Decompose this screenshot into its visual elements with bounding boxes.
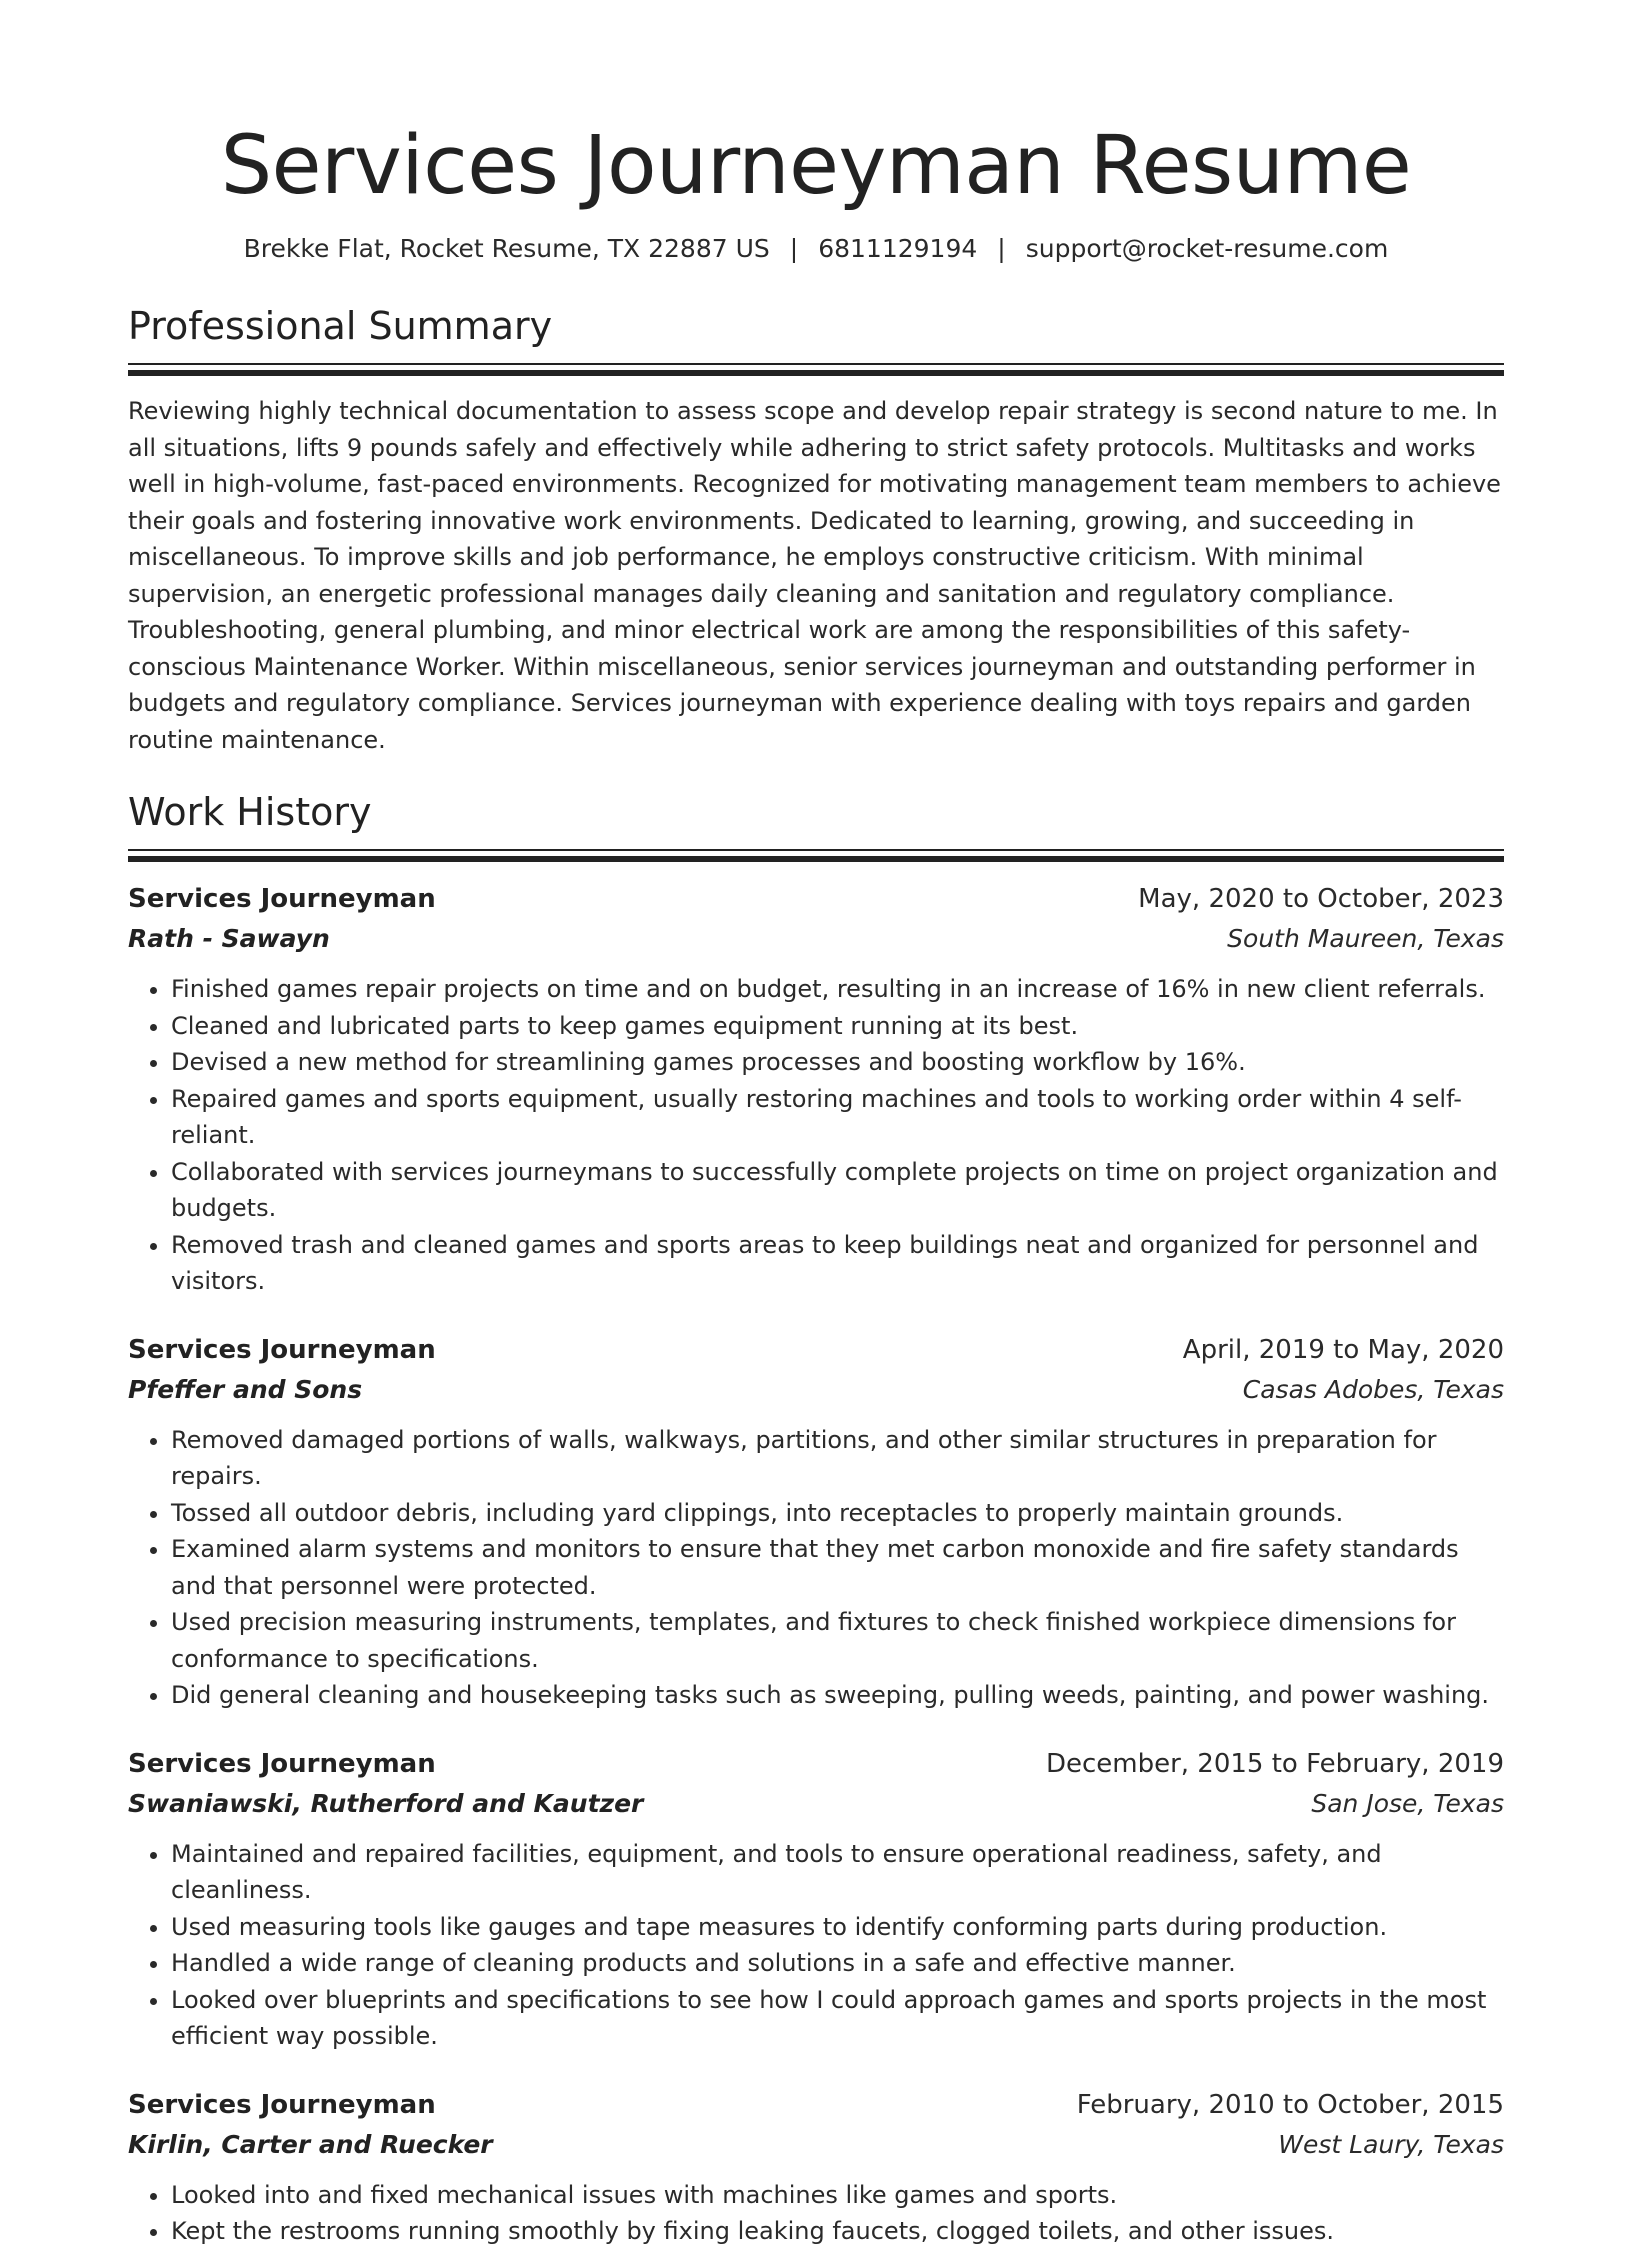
work-history-section — [128, 788, 1504, 2250]
job-bullet: • Did general cleaning and housekeeping tasks such as sweeping, pulling weeds, painting, and power washing. — [171, 1677, 1504, 1714]
job-bullet: • Maintained and repaired facilities, equipment, and tools to ensure operational readiness, safety, and cleanliness. — [171, 1836, 1504, 1909]
professional-summary-section — [128, 302, 1504, 758]
job-dates: April, 2019 to May, 2020 — [1182, 1334, 1504, 1365]
job-bullet: • Finished games repair projects on time and on budget, resulting in an increase of 16% in new client referrals. — [171, 971, 1504, 1008]
job-company: Pfeffer and Sons — [128, 1374, 363, 1404]
job-title: Services Journeyman — [128, 2089, 436, 2120]
job-location: Casas Adobes, Texas — [1242, 1374, 1504, 1404]
section-divider — [128, 849, 1504, 865]
job-bullet: • Looked over blueprints and specifications to see how I could approach games and sports projects in the most efficient way possible. — [171, 1982, 1504, 2055]
job-bullet: • Kept the restrooms running smoothly by fixing leaking faucets, clogged toilets, and other issues. — [171, 2213, 1504, 2250]
job-subheader — [128, 1784, 1504, 1824]
job-title: Services Journeyman — [128, 884, 436, 914]
job-bullet: • Repaired games and sports equipment, usually restoring machines and tools to working order within 4 self-reliant. — [171, 1081, 1504, 1154]
job-bullets — [128, 2177, 1504, 2250]
contact-separator: | — [789, 234, 799, 263]
job-bullet: • Examined alarm systems and monitors to ensure that they met carbon monoxide and fire safety standards and that personnel were protected. — [171, 1531, 1504, 1604]
job-company: Kirlin, Carter and Ruecker — [128, 2129, 493, 2159]
job-entry — [128, 2085, 1504, 2250]
job-company: Rath - Sawayn — [128, 924, 330, 953]
job-bullets — [128, 971, 1504, 1300]
job-subheader — [128, 1370, 1504, 1410]
job-subheader — [128, 2125, 1504, 2165]
section-heading-work-history: Work History — [128, 790, 372, 834]
job-bullet: • Removed damaged portions of walls, walkways, partitions, and other similar structures in preparation for repairs. — [171, 1422, 1504, 1495]
contact-email[interactable]: support@rocket-resume.com — [1025, 234, 1389, 263]
job-bullet: • Collaborated with services journeymans to successfully complete projects on time on project organization and budgets. — [171, 1154, 1504, 1227]
job-location: South Maureen, Texas — [1227, 924, 1504, 953]
job-bullet: • Used precision measuring instruments, templates, and fixtures to check finished workpiece dimensions for conformance to specifications. — [171, 1604, 1504, 1677]
job-bullets — [128, 1836, 1504, 2055]
job-bullets — [128, 1422, 1504, 1714]
job-bullet: • Devised a new method for streamlining games processes and boosting workflow by 16%. — [171, 1044, 1504, 1081]
job-entry — [128, 879, 1504, 1300]
job-header — [128, 1744, 1504, 1784]
job-location: San Jose, Texas — [1311, 1788, 1504, 1818]
job-location: West Laury, Texas — [1278, 2129, 1504, 2159]
summary-text: Reviewing highly technical documentation to assess scope and develop repair strategy is second nature to me. In all situations, lifts 9 pounds safely and effectively while adhering to strict safety protocols. Multitasks and works well in high-volume, fast-paced environments. Recognized for motivating management team members to achieve their goals and fostering innovative work environments. Dedicated to learning, growing, and succeeding in miscellaneous. To improve skills and job performance, he employs constructive criticism. With minimal supervision, an energetic professional manages daily cleaning and sanitation and regulatory compliance. Troubleshooting, general plumbing, and minor electrical work are among the responsibilities of this safety-conscious Maintenance Worker. Within miscellaneous, senior services journeyman and outstanding performer in budgets and regulatory compliance. Services journeyman with experience dealing with toys repairs and garden routine maintenance. — [128, 397, 1501, 754]
resume-title: Services Journeyman Resume — [220, 119, 1412, 213]
job-bullet: • Tossed all outdoor debris, including yard clippings, into receptacles to properly maintain grounds. — [171, 1495, 1504, 1532]
section-divider — [128, 363, 1504, 379]
job-entry — [128, 1744, 1504, 2055]
job-company: Swaniawski, Rutherford and Kautzer — [128, 1788, 644, 1818]
job-bullet: • Used measuring tools like gauges and tape measures to identify conforming parts during production. — [171, 1909, 1504, 1946]
contact-separator: | — [997, 234, 1006, 263]
contact-line — [128, 232, 1504, 266]
job-header — [128, 1330, 1504, 1370]
job-header — [128, 879, 1504, 919]
job-title: Services Journeyman — [128, 1334, 436, 1365]
job-bullet: • Handled a wide range of cleaning products and solutions in a safe and effective manner. — [171, 1945, 1504, 1982]
job-bullet: • Looked into and fixed mechanical issues with machines like games and sports. — [171, 2177, 1504, 2214]
job-title: Services Journeyman — [128, 1748, 436, 1779]
contact-address: Brekke Flat, Rocket Resume, TX 22887 US — [243, 234, 770, 263]
job-dates: February, 2010 to October, 2015 — [1076, 2089, 1504, 2120]
job-subheader — [128, 919, 1504, 959]
job-bullet: • Removed trash and cleaned games and sports areas to keep buildings neat and organized for personnel and visitors. — [171, 1227, 1504, 1300]
job-bullet: • Cleaned and lubricated parts to keep games equipment running at its best. — [171, 1008, 1504, 1045]
job-dates: May, 2020 to October, 2023 — [1138, 884, 1504, 914]
resume-page — [128, 0, 1504, 2250]
contact-phone: 6811129194 — [818, 234, 978, 263]
job-dates: December, 2015 to February, 2019 — [1045, 1748, 1504, 1779]
section-heading-summary: Professional Summary — [128, 304, 553, 348]
job-header — [128, 2085, 1504, 2125]
job-entry — [128, 1330, 1504, 1714]
